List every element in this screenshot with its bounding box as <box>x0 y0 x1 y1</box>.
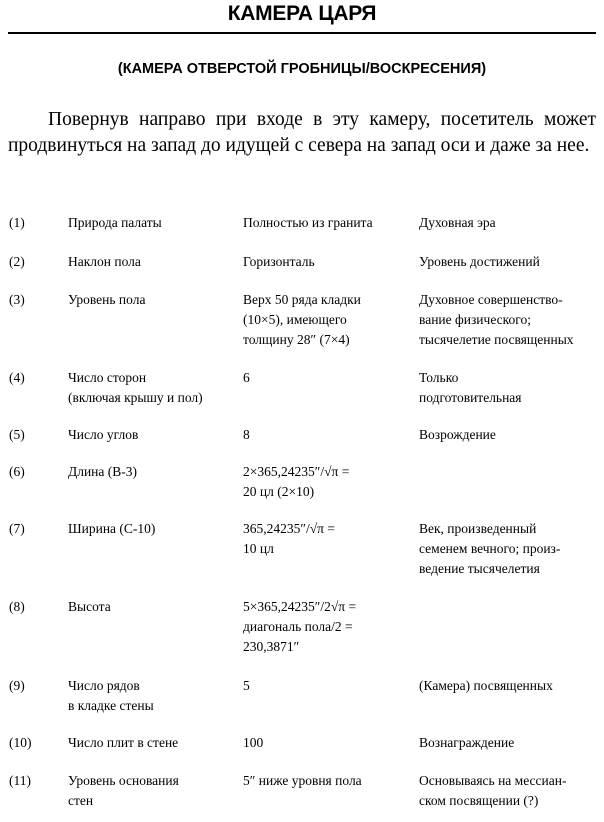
row-number: (8) <box>9 599 25 614</box>
row-value: Верх 50 ряда кладки (10×5), имеющего толщину 28″ (7×4) <box>243 292 361 347</box>
row-label: Длина (B-3) <box>68 464 138 479</box>
row-meaning: Вознаграждение <box>419 735 515 750</box>
row-number: (1) <box>9 215 25 230</box>
row-number: (2) <box>9 254 25 269</box>
row-meaning: (Камера) посвященных <box>419 678 553 693</box>
row-value: 2×365,24235″/√π = 20 цл (2×10) <box>243 464 350 499</box>
row-number: (10) <box>9 735 32 750</box>
row-label: Высота <box>68 599 111 614</box>
row-value: 8 <box>243 427 250 442</box>
row-number: (4) <box>9 370 25 385</box>
row-value: 5 <box>243 678 250 693</box>
row-number: (6) <box>9 464 25 479</box>
row-label: Природа палаты <box>68 215 162 230</box>
row-meaning: Основываясь на мессиан- ском посвящении (?) <box>419 773 567 808</box>
row-number: (9) <box>9 678 25 693</box>
row-value: 100 <box>243 735 264 750</box>
row-meaning: Уровень достижений <box>419 254 540 269</box>
row-value: 5×365,24235″/2√π = диагональ пола/2 = 230,3871″ <box>243 599 357 654</box>
row-value: Горизонталь <box>243 254 315 269</box>
row-number: (3) <box>9 292 25 307</box>
row-meaning: Возрождение <box>419 427 496 442</box>
row-number: (7) <box>9 521 25 536</box>
row-meaning: Духовная эра <box>419 215 496 230</box>
row-label: Число плит в стене <box>68 735 179 750</box>
row-label: Число рядов в кладке стены <box>68 678 154 713</box>
row-value: 365,24235″/√π = 10 цл <box>243 521 335 556</box>
row-meaning: Только подготовительная <box>419 370 522 405</box>
row-label: Число сторон (включая крышу и пол) <box>68 370 203 405</box>
row-label: Наклон пола <box>68 254 141 269</box>
intro-paragraph: Повернув направо при входе в эту камеру, посетитель может продвинуться на запад до идущей с севера на запад оси и даже за нее. <box>8 109 596 156</box>
subtitle: (КАМЕРА ОТВЕРСТОЙ ГРОБНИЦЫ/ВОСКРЕСЕНИЯ) <box>117 61 487 77</box>
row-number: (5) <box>9 427 25 442</box>
row-meaning: Духовное совершенство- вание физического; тысячелетие посвященных <box>419 292 574 347</box>
row-number: (11) <box>9 773 31 788</box>
row-label: Уровень основания стен <box>68 773 179 808</box>
title-rule <box>8 32 596 34</box>
row-value: 5″ ниже уровня пола <box>243 773 362 788</box>
row-meaning: Век, произведенный семенем вечного; произ- ведение тысячелетия <box>419 521 561 576</box>
row-label: Число углов <box>68 427 139 442</box>
row-value: 6 <box>243 370 250 385</box>
row-label: Уровень пола <box>68 292 146 307</box>
row-value: Полностью из гранита <box>243 215 373 230</box>
row-label: Ширина (С-10) <box>68 521 156 536</box>
page-title: КАМЕРА ЦАРЯ <box>227 2 377 25</box>
